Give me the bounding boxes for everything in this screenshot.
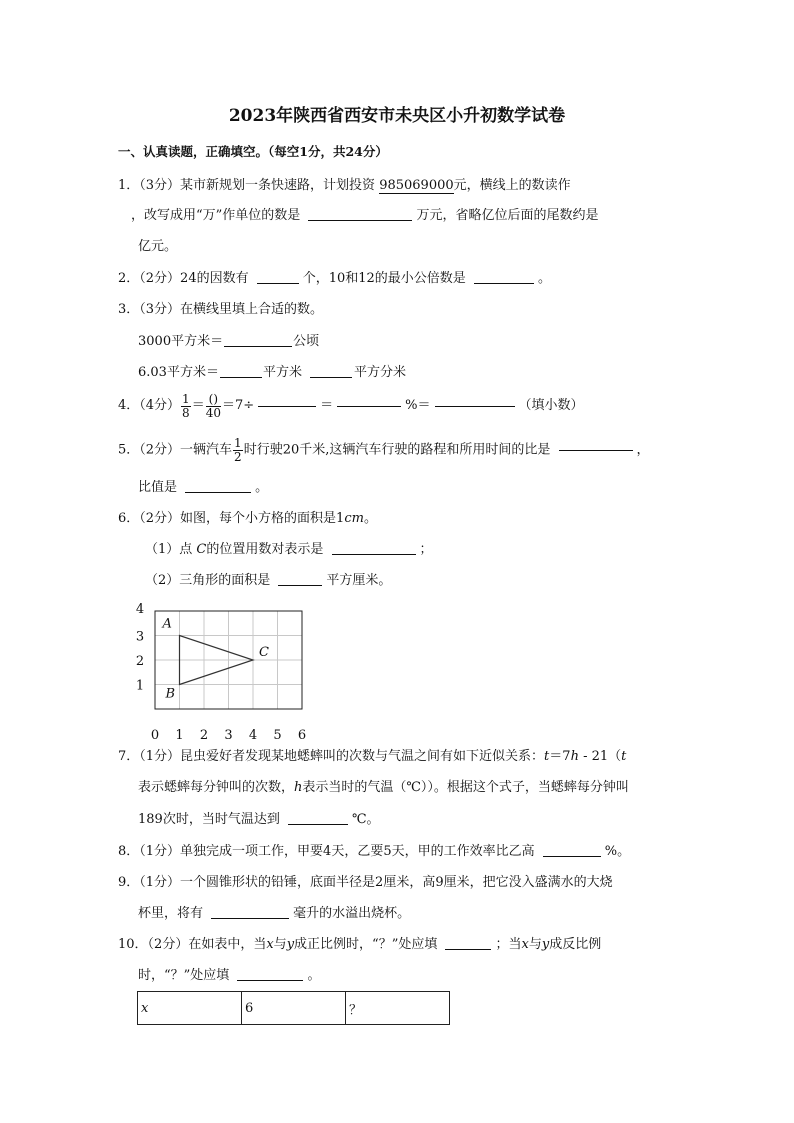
q3-unit-3: 平方分米 bbox=[353, 365, 406, 380]
q4-eq: ＝ bbox=[191, 398, 205, 414]
q7-var-h-2: h bbox=[294, 780, 303, 795]
q5-text-2: 时行驶20千米,这辆汽车行驶的路程和所用时间的比是 bbox=[243, 442, 555, 458]
q4-note: （填小数） bbox=[518, 398, 584, 414]
q10-blank-2[interactable] bbox=[237, 979, 303, 981]
question-9-line-1: 9．（1分）一个圆锥形状的铅锤，底面半径是2厘米，高9厘米，把它没入盛满水的大烧 bbox=[118, 875, 613, 890]
q10-text-2: 与 bbox=[273, 937, 287, 952]
q6-point-c: C bbox=[196, 542, 207, 557]
q3-unit: 公顷 bbox=[293, 334, 320, 349]
y-tick-label: 2 bbox=[135, 654, 145, 669]
q7-var-h: h bbox=[570, 749, 579, 764]
question-6-1 bbox=[145, 543, 433, 556]
y-tick-label: 4 bbox=[135, 602, 145, 617]
grid-figure bbox=[130, 600, 320, 743]
y-tick-label: 1 bbox=[135, 678, 145, 694]
table-cell: 6 bbox=[242, 992, 346, 1025]
question-1-line-2 bbox=[131, 209, 598, 222]
question-2 bbox=[118, 272, 551, 285]
q5-fraction: $\frac{1}{2}$ bbox=[234, 436, 242, 464]
x-tick-label: 4 bbox=[248, 728, 258, 743]
page-title: 2023年陕西省西安市未央区小升初数学试卷 bbox=[228, 106, 566, 126]
x-tick-label: 0 bbox=[150, 728, 160, 743]
q6-blank-2[interactable] bbox=[278, 584, 322, 586]
q10-var-y: y bbox=[286, 937, 295, 952]
q9-text: 杯里，将有 bbox=[138, 906, 208, 921]
q1-amount: 985069000 bbox=[379, 178, 454, 193]
question-10-line-2 bbox=[138, 969, 320, 982]
question-1-line-1 bbox=[118, 179, 571, 192]
question-6-2 bbox=[145, 574, 391, 587]
question-3-b bbox=[138, 366, 406, 379]
q6-text-6: （2）三角形的面积是 bbox=[145, 573, 275, 588]
question-1-line-3: 亿元。 bbox=[138, 239, 178, 254]
q7-var-t: t bbox=[544, 749, 550, 764]
q5-text-4: 比值是 bbox=[138, 480, 182, 495]
q4-fraction-2: $\frac{()}{40}$ bbox=[205, 392, 221, 420]
question-6 bbox=[118, 512, 377, 525]
q4-text-2: ＝7÷ bbox=[221, 398, 255, 414]
q4-blank-1[interactable] bbox=[258, 405, 316, 407]
q5-blank-2[interactable] bbox=[185, 491, 251, 493]
q3-text-2: 6.03平方米＝ bbox=[138, 365, 219, 380]
q3-unit-2: 平方米 bbox=[262, 365, 302, 380]
q7-text-2: ＝7 bbox=[549, 749, 571, 764]
q10-text-3: 成正比例时，“？”处应填 bbox=[294, 937, 442, 952]
q10-table bbox=[137, 991, 450, 1025]
q10-text-6: 成反比例 bbox=[549, 937, 602, 952]
question-10-line-1 bbox=[118, 938, 601, 951]
q7-text-5: 表示当时的气温（℃））。根据这个式子，当蟋蟀每分钟叫 bbox=[302, 780, 629, 795]
q1-text-4: 万元，省略亿位后面的尾数约是 bbox=[416, 208, 599, 223]
table-cell: x bbox=[138, 992, 242, 1025]
q6-text-4: 的位置用数对表示是 bbox=[206, 542, 328, 557]
q7-blank[interactable] bbox=[288, 823, 348, 825]
q2-blank-1[interactable] bbox=[257, 282, 299, 284]
x-tick-label: 6 bbox=[297, 728, 307, 743]
q6-text-2: 。 bbox=[363, 511, 377, 526]
q8-blank[interactable] bbox=[543, 855, 601, 857]
q7-var-t-2: t bbox=[621, 749, 627, 764]
q6-text-3: （1）点 bbox=[145, 542, 197, 557]
q6-text-5: ； bbox=[419, 542, 433, 557]
q9-text-2: 毫升的水溢出烧杯。 bbox=[293, 906, 411, 921]
q2-blank-2[interactable] bbox=[474, 282, 534, 284]
question-3: 3．（3分）在横线里填上合适的数。 bbox=[118, 302, 324, 317]
q10-text: 10．（2分）在如表中，当 bbox=[118, 937, 267, 952]
q2-text: 2．（2分）24的因数有 bbox=[118, 271, 253, 286]
question-8 bbox=[118, 845, 630, 858]
x-tick-label: 3 bbox=[224, 728, 233, 743]
q4-eq-2: ＝ bbox=[320, 398, 334, 414]
q7-text-3: - 21（ bbox=[578, 749, 622, 764]
q6-text-7: 平方厘米。 bbox=[326, 573, 392, 588]
q3-blank-3[interactable] bbox=[310, 376, 352, 378]
q3-blank-1[interactable] bbox=[224, 345, 292, 347]
question-5-line-2 bbox=[138, 481, 268, 494]
section-heading-1: 一、认真读题，正确填空。（每空1分，共24分） bbox=[118, 144, 388, 159]
table-cell[interactable]: ？ bbox=[346, 992, 450, 1025]
q10-text-8: 。 bbox=[307, 968, 321, 983]
q5-blank-1[interactable] bbox=[559, 449, 633, 451]
question-9-line-2 bbox=[138, 907, 410, 920]
q1-text-3: ，改写成用“万”作单位的数是 bbox=[131, 208, 305, 223]
q5-text-3: ， bbox=[636, 442, 650, 458]
q10-text-5: 与 bbox=[528, 937, 542, 952]
q7-text-7: ℃。 bbox=[351, 812, 380, 827]
q5-text: 5．（2分）一辆汽车 bbox=[118, 442, 233, 458]
x-tick-label: 1 bbox=[175, 728, 184, 743]
question-4 bbox=[118, 393, 584, 419]
y-tick-label: 3 bbox=[135, 629, 145, 645]
q4-text-3: %＝ bbox=[405, 398, 431, 414]
q2-text-3: 。 bbox=[537, 271, 551, 286]
x-tick-label: 5 bbox=[273, 728, 282, 743]
q8-text-2: %。 bbox=[604, 844, 631, 859]
q5-text-5: 。 bbox=[255, 480, 269, 495]
q7-text-6: 189次时，当时气温达到 bbox=[138, 812, 284, 827]
q6-text: 6．（2分）如图，每个小方格的面积是1 bbox=[118, 511, 345, 526]
q7-text: 7．（1分）昆虫爱好者发现某地蟋蟀叫的次数与气温之间有如下近似关系： bbox=[118, 749, 545, 764]
q9-blank[interactable] bbox=[211, 917, 289, 919]
q10-text-7: 时，“？”处应填 bbox=[138, 968, 234, 983]
q1-blank-2[interactable] bbox=[308, 219, 412, 221]
q10-blank-1[interactable] bbox=[445, 948, 491, 950]
q1-text: 1．（3分）某市新规划一条快速路，计划投资 bbox=[118, 178, 380, 193]
point-label-c: C bbox=[259, 645, 269, 660]
q10-var-x-2: x bbox=[521, 937, 529, 952]
q1-text-2: 元，横线上的数读作 bbox=[453, 178, 571, 193]
q10-var-x: x bbox=[266, 937, 274, 952]
q6-unit: cm bbox=[344, 511, 364, 526]
q2-text-2: 个，10和12的最小公倍数是 bbox=[302, 271, 470, 286]
q8-text: 8．（1分）单独完成一项工作，甲要4天，乙要5天，甲的工作效率比乙高 bbox=[118, 844, 539, 859]
q3-text: 3000平方米＝ bbox=[138, 334, 224, 349]
question-3-a bbox=[138, 335, 319, 348]
table-row bbox=[138, 992, 450, 1025]
question-5-line-1 bbox=[118, 437, 650, 463]
q10-text-4: ；当 bbox=[495, 937, 522, 952]
q10-var-y-2: y bbox=[541, 937, 550, 952]
question-7-line-1 bbox=[118, 750, 626, 763]
q4-blank-3[interactable] bbox=[435, 405, 515, 407]
q7-text-4: 表示蟋蟀每分钟叫的次数， bbox=[138, 780, 295, 795]
q4-fraction-1: $\frac{1}{8}$ bbox=[182, 392, 190, 420]
question-7-line-3 bbox=[138, 813, 380, 826]
point-label-b: B bbox=[165, 686, 176, 702]
point-label-a: A bbox=[162, 616, 172, 632]
q4-text: 4．（4分） bbox=[118, 398, 181, 414]
x-tick-label: 2 bbox=[199, 728, 209, 743]
q6-blank-1[interactable] bbox=[332, 553, 416, 555]
q4-blank-2[interactable] bbox=[337, 405, 401, 407]
question-7-line-2 bbox=[138, 781, 629, 794]
q3-blank-2[interactable] bbox=[220, 376, 262, 378]
